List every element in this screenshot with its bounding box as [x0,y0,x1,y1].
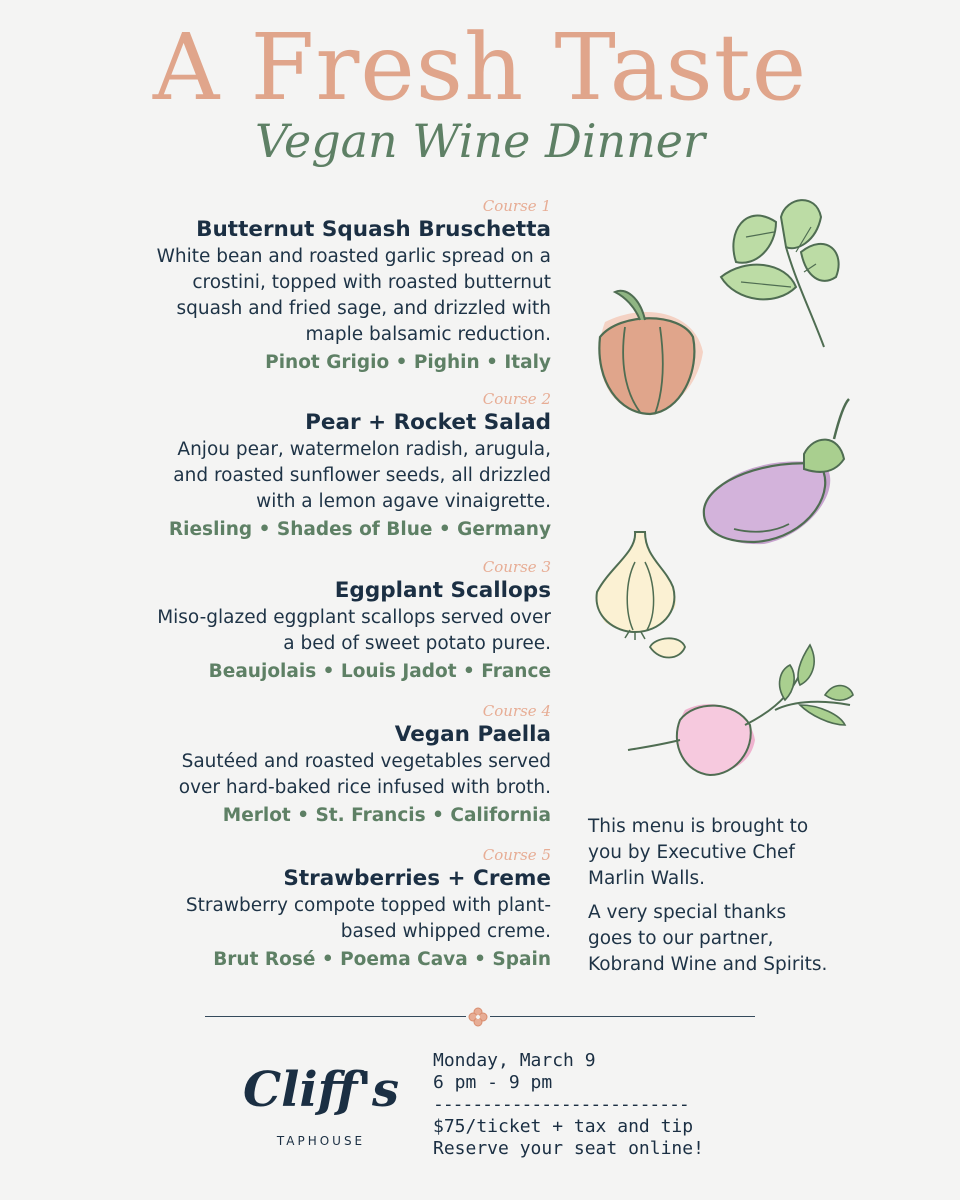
page-title: A Fresh Taste [152,14,808,121]
course-label: Course 5 [482,846,551,864]
course-title: Eggplant Scallops [334,578,551,603]
course-item [100,557,551,687]
event-details [433,1050,753,1160]
credit-line: This menu is brought to [588,816,809,837]
course-description [100,893,551,945]
page-subtitle: Vegan Wine Dinner [254,114,706,168]
course-title: Butternut Squash Bruschetta [196,217,551,242]
course-title: Pear + Rocket Salad [305,410,551,435]
wine-pairing: Pinot Grigio • Pighin • Italy [265,352,551,373]
credit-line: Marlin Walls. [588,868,706,889]
description-line: over hard-baked rice infused with broth. [178,777,551,798]
event-time: 6 pm - 9 pm [433,1072,553,1093]
description-line: Sautéed and roasted vegetables served [181,751,551,772]
course-description [100,437,551,515]
description-line: and roasted sunflower seeds, all drizzled [173,465,551,486]
logo-subtitle: TAPHOUSE [276,1134,366,1148]
wine-pairing: Riesling • Shades of Blue • Germany [168,519,551,540]
partner-thanks [588,900,888,978]
credit-line: goes to our partner, [588,928,774,949]
course-label: Course 3 [482,558,551,576]
description-line: crostini, topped with roasted butternut [192,272,551,293]
description-line: with a lemon agave vinaigrette. [256,491,551,512]
description-line: squash and fried sage, and drizzled with [176,298,551,319]
credit-line: Kobrand Wine and Spirits. [588,954,828,975]
chef-credit [588,814,888,892]
description-line: based whipped creme. [340,921,551,942]
event-date: Monday, March 9 [433,1050,596,1071]
wine-pairing: Merlot • St. Francis • California [222,805,551,826]
course-title: Strawberries + Creme [283,866,551,891]
credits [588,814,888,986]
credit-line: you by Executive Chef [588,842,795,863]
course-description [100,244,551,348]
course-item [100,845,551,975]
credit-line: A very special thanks [588,902,787,923]
wine-pairing: Brut Rosé • Poema Cava • Spain [213,949,551,970]
eggplant-icon [694,394,854,554]
course-description [100,749,551,801]
course-list [100,196,551,975]
wine-pairing: Beaujolais • Louis Jadot • France [208,661,551,682]
event-cta: Reserve your seat online! [433,1138,704,1159]
description-line: Anjou pear, watermelon radish, arugula, [177,439,551,460]
event-separator: -------------------------- [433,1094,689,1115]
description-line: Strawberry compote topped with plant- [185,895,551,916]
radish-icon [625,640,855,785]
course-label: Course 4 [482,702,551,720]
course-item [100,701,551,831]
course-label: Course 2 [482,390,551,408]
course-description [100,605,551,657]
description-line: maple balsamic reduction. [305,324,551,345]
basil-icon [716,192,846,352]
flower-divider-icon [466,1005,490,1029]
event-price: $75/ticket + tax and tip [433,1116,694,1137]
logo-name: Cliff's [242,1062,400,1118]
description-line: a bed of sweet potato puree. [283,633,551,654]
course-item [100,196,551,378]
course-item [100,389,551,545]
course-title: Vegan Paella [394,722,551,747]
course-label: Course 1 [482,197,551,215]
description-line: Miso-glazed eggplant scallops served over [157,607,551,628]
bell-pepper-icon [585,282,710,422]
description-line: White bean and roasted garlic spread on a [156,246,551,267]
